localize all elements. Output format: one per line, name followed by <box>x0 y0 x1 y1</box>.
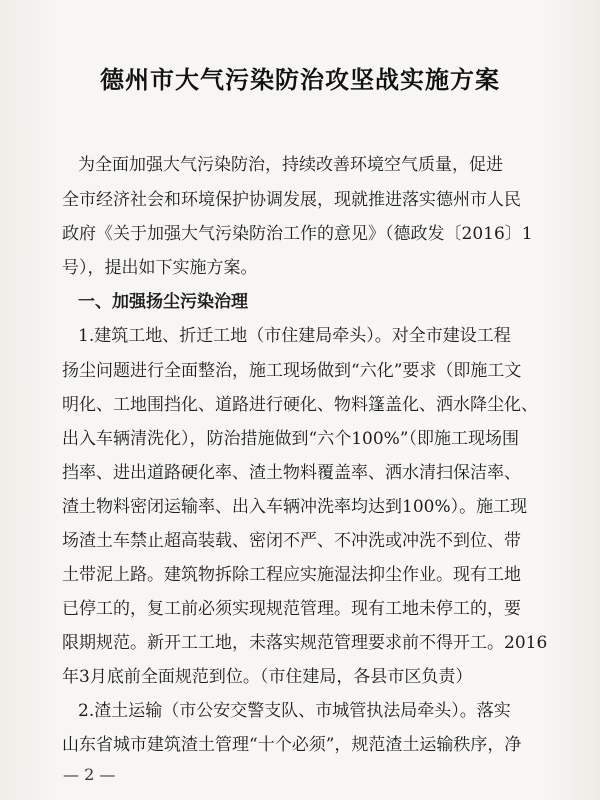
paragraph-line: 2.渣土运输（市公安交警支队、市城管执法局牵头）。落实 <box>78 701 511 721</box>
paragraph-line: 已停工的，复工前必须实现规范管理。现有工地未停工的，要 <box>62 599 521 619</box>
paragraph-line: 1.建筑工地、折迁工地（市住建局牵头）。对全市建设工程 <box>78 326 511 346</box>
paragraph-line: 渣土物料密闭运输率、出入车辆冲洗率均达到100%）。施工现 <box>62 497 528 517</box>
paragraph-line: 挡率、进出道路硬化率、渣土物料覆盖率、洒水清扫保洁率、 <box>62 463 521 483</box>
paragraph-line: 年3月底前全面规范到位。（市住建局，各县市区负责） <box>62 667 473 687</box>
paragraph-line: 扬尘问题进行全面整治，施工现场做到“六化”要求（即施工文 <box>62 361 522 381</box>
paragraph-line: 山东省城市建筑渣土管理“十个必须”，规范渣土运输秩序，净 <box>62 735 522 755</box>
paragraph-line: 土带泥上路。建筑物拆除工程应实施湿法抑尘作业。现有工地 <box>62 565 521 585</box>
section-heading: 一、加强扬尘污染治理 <box>78 292 248 312</box>
paragraph-line: 号），提出如下实施方案。 <box>62 258 258 278</box>
paragraph-line: 明化、工地围挡化、道路进行硬化、物料篷盖化、洒水降尘化、 <box>62 395 538 415</box>
paragraph-line: 出入车辆清洗化），防治措施做到“六个100%”（即施工现场围 <box>62 429 519 449</box>
paragraph-line: 为全面加强大气污染防治，持续改善环境空气质量，促进 <box>78 155 503 175</box>
page-number: — 2 — <box>63 765 116 784</box>
paragraph-line: 场渣土车禁止超高装载、密闭不严、不冲洗或冲洗不到位、带 <box>62 531 521 551</box>
document-title: 德州市大气污染防治攻坚战实施方案 <box>100 65 500 94</box>
paragraph-line: 政府《关于加强大气污染防治工作的意见》（德政发〔2016〕1 <box>62 224 533 244</box>
paragraph-line: 全市经济社会和环境保护协调发展，现就推进落实德州市人民 <box>62 190 521 210</box>
paragraph-line: 限期规范。新开工工地，未落实规范管理要求前不得开工。2016 <box>62 633 548 653</box>
